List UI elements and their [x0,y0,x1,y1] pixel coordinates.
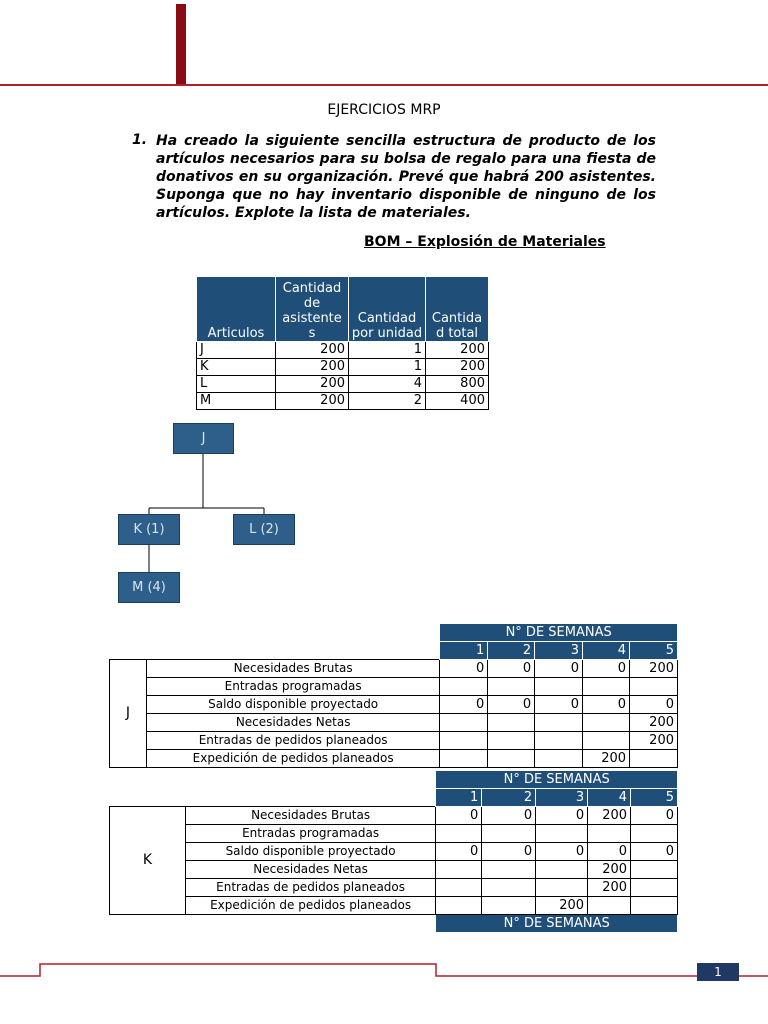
week-number: 3 [536,789,588,807]
mrp-value-cell [488,732,535,750]
mrp-row [110,879,678,897]
mrp-row [110,807,678,825]
mrp-value-cell [631,897,678,915]
bom-value-cell: 400 [426,393,489,410]
bom-value-cell: 2 [349,393,426,410]
mrp-value-cell [630,750,678,768]
mrp-value-cell: 200 [536,897,588,915]
weeks-title: N° DE SEMANAS [436,915,678,933]
exercise-statement: Ha creado la siguiente sencilla estructura de producto de los artículos necesarios para su bolsa de regalo para una fiesta de donativos en su organización. Prevé que habrá 200 asistentes. Suponga que no hay inventario disponible de ninguno de los artículos. Explote la lista de materiales. [156,133,656,221]
mrp-row [110,825,678,843]
week-number: 5 [630,642,678,660]
week-number: 4 [588,789,631,807]
mrp-value-cell: 0 [482,807,536,825]
bom-header-row [197,277,489,342]
mrp-item-name: J [110,660,147,768]
mrp-value-cell [436,897,482,915]
mrp-row [110,861,678,879]
mrp-value-cell [536,825,588,843]
mrp-value-cell [588,825,631,843]
mrp-value-cell: 0 [631,843,678,861]
mrp-value-cell: 200 [588,879,631,897]
bom-title: BOM – Explosión de Materiales [364,234,606,250]
mrp-row [110,732,678,750]
mrp-value-cell: 0 [631,807,678,825]
mrp-weeks-title-row [110,624,678,642]
header-rule [0,84,768,86]
tree-node-j: J [173,423,234,454]
mrp-row-label: Entradas programadas [146,678,439,696]
mrp-value-cell: 0 [630,696,678,714]
mrp-row-label: Necesidades Netas [185,861,436,879]
mrp-value-cell [631,825,678,843]
mrp-weeks-row [110,789,678,807]
bom-value-cell: 1 [349,342,426,359]
bom-value-cell: 200 [426,342,489,359]
bom-header-cell: Cantidad de asistente s [276,277,349,342]
mrp-value-cell: 0 [440,696,488,714]
mrp-value-cell [630,678,678,696]
mrp-value-cell: 0 [436,807,482,825]
bom-row [197,359,489,376]
footer-rule [0,955,768,985]
mrp-weeks-row [110,642,678,660]
mrp-row [110,714,678,732]
bom-value-cell: 200 [276,393,349,410]
bom-value-cell: 800 [426,376,489,393]
mrp-value-cell [535,678,583,696]
bom-row [197,342,489,359]
mrp-row [110,843,678,861]
bom-table [196,276,489,410]
mrp-value-cell [436,861,482,879]
bom-header-cell: Cantida d total [426,277,489,342]
mrp-value-cell [440,678,488,696]
bom-value-cell: 200 [276,376,349,393]
mrp-item-name: K [110,807,186,915]
mrp-value-cell [482,861,536,879]
mrp-value-cell: 0 [536,807,588,825]
mrp-value-cell: 200 [583,750,630,768]
week-number: 3 [535,642,583,660]
bom-value-cell: 200 [276,342,349,359]
mrp-row-label: Necesidades Brutas [185,807,436,825]
bom-value-cell: 200 [426,359,489,376]
header-accent-bar [176,4,186,84]
mrp-value-cell: 0 [482,843,536,861]
page-title: EJERCICIOS MRP [327,102,441,118]
mrp-value-cell [482,897,536,915]
week-number: 2 [482,789,536,807]
bom-article-cell: K [197,359,276,376]
bom-article-cell: M [197,393,276,410]
mrp-value-cell: 0 [536,843,588,861]
mrp-value-cell: 0 [436,843,482,861]
mrp-row-label: Necesidades Netas [146,714,439,732]
bom-article-cell: J [197,342,276,359]
bom-header-cell: Articulos [197,277,276,342]
mrp-row-label: Expedición de pedidos planeados [146,750,439,768]
mrp-value-cell [535,714,583,732]
mrp-value-cell [440,750,488,768]
mrp-value-cell: 200 [588,861,631,879]
mrp-value-cell: 200 [630,732,678,750]
week-number: 4 [583,642,630,660]
mrp-value-cell [482,825,536,843]
mrp-value-cell [588,897,631,915]
mrp-row [110,897,678,915]
bom-row [197,393,489,410]
mrp-value-cell [631,879,678,897]
mrp-value-cell [583,714,630,732]
weeks-title: N° DE SEMANAS [436,771,678,789]
mrp-value-cell [488,678,535,696]
weeks-title: N° DE SEMANAS [440,624,678,642]
mrp-row [110,750,678,768]
mrp-value-cell: 0 [488,696,535,714]
mrp-value-cell [536,879,588,897]
mrp-value-cell: 0 [535,696,583,714]
tree-node-k: K (1) [118,514,180,545]
mrp-value-cell: 0 [488,660,535,678]
bom-article-cell: L [197,376,276,393]
mrp-value-cell [436,879,482,897]
mrp-weeks-title-row [110,915,678,933]
mrp-row [110,660,678,678]
bom-value-cell: 200 [276,359,349,376]
mrp-value-cell [488,750,535,768]
bom-value-cell: 4 [349,376,426,393]
mrp-row-label: Saldo disponible proyectado [185,843,436,861]
bom-header-cell: Cantidad por unidad [349,277,426,342]
mrp-value-cell [488,714,535,732]
mrp-row [110,678,678,696]
mrp-value-cell: 0 [583,660,630,678]
mrp-row-label: Necesidades Brutas [146,660,439,678]
mrp-value-cell: 0 [583,696,630,714]
bom-row [197,376,489,393]
week-number: 1 [436,789,482,807]
mrp-value-cell [482,879,536,897]
mrp-value-cell [536,861,588,879]
bom-value-cell: 1 [349,359,426,376]
page-number: 1 [697,963,739,981]
tree-node-m: M (4) [118,572,180,603]
mrp-row-label: Entradas de pedidos planeados [146,732,439,750]
exercise-number: 1. [132,132,148,148]
mrp-weeks-title-row [110,771,678,789]
mrp-value-cell [535,732,583,750]
mrp-row-label: Expedición de pedidos planeados [185,897,436,915]
week-number: 2 [488,642,535,660]
week-number: 1 [440,642,488,660]
week-number: 5 [631,789,678,807]
mrp-row-label: Entradas de pedidos planeados [185,879,436,897]
mrp-row-label: Saldo disponible proyectado [146,696,439,714]
mrp-value-cell [583,732,630,750]
mrp-row-label: Entradas programadas [185,825,436,843]
mrp-value-cell [440,714,488,732]
mrp-value-cell: 200 [588,807,631,825]
mrp-row [110,696,678,714]
mrp-value-cell [631,861,678,879]
mrp-value-cell [436,825,482,843]
mrp-value-cell [440,732,488,750]
mrp-value-cell [535,750,583,768]
mrp-value-cell: 200 [630,660,678,678]
tree-node-l: L (2) [233,514,295,545]
mrp-value-cell: 0 [535,660,583,678]
mrp-value-cell: 0 [440,660,488,678]
mrp-table-k [109,770,678,933]
mrp-table-j [109,623,678,768]
mrp-value-cell: 0 [588,843,631,861]
mrp-value-cell [583,678,630,696]
mrp-value-cell: 200 [630,714,678,732]
